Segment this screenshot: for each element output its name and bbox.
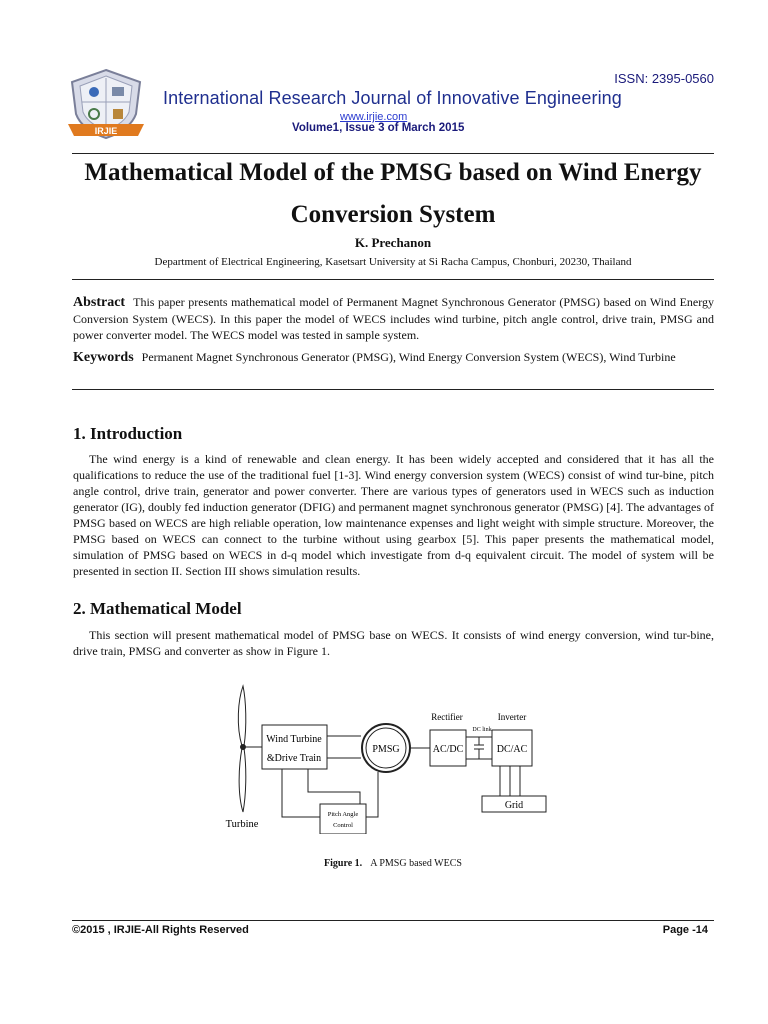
abstract-bottom-rule [72, 389, 714, 390]
affiliation: Department of Electrical Engineering, Kasetsart University at Si Racha Campus, Chonburi, 20230, Thailand [154, 256, 632, 268]
keywords [73, 349, 714, 366]
rectifier-label: Rectifier [431, 712, 463, 722]
figure-caption-label: Figure 1. [324, 858, 363, 869]
introduction-paragraph: The wind energy is a kind of renewable and clean energy. It has been widely accepted and considered that it has all the qualifications to reduce the use of the traditional fuel [1-3]. Wind energy conversion system (WECS) consist of wind tur-bine, pitch angle control, drive train, generator and power converter. There are various types of generators used in WECS such as induction generator (IG), doubly fed induction generator (DFIG) and permanent magnet synchronous generator (PMSG) [4]. The advantages of PMSG based on WECS are high reliable operation, low maintenance expenses and light weight with simple structure. Moreover, the PMSG based on WECS can connect to the turbine without using gearbox [5]. This paper presents the mathematical model, simulation of PMSG based on WECS in d-q model which investigate from d-q equivalent circuit. The model of system will be presented in section II. Section III shows simulation results. [73, 452, 714, 578]
footer-copyright: ©2015 , IRJIE-All Rights Reserved [72, 924, 249, 936]
drive-train-label-1: Wind Turbine [266, 734, 322, 745]
section-heading-mathematical-model: 2. Mathematical Model [73, 599, 242, 618]
pitch-label-2: Control [333, 822, 353, 829]
figure-caption-text: A PMSG based WECS [370, 858, 462, 869]
pitch-angle-control-box [320, 804, 366, 834]
journal-name: International Research Journal of Innovative Engineering [163, 88, 622, 108]
abstract-top-rule [72, 279, 714, 280]
inverter-label: Inverter [497, 712, 527, 722]
paper-title-line-1: Mathematical Model of the PMSG based on Wind Energy [84, 159, 702, 186]
keywords-text: Permanent Magnet Synchronous Generator (PMSG), Wind Energy Conversion System (WECS), Wind Turbine [141, 350, 676, 364]
footer-rule [72, 920, 714, 921]
author: K. Prechanon [354, 235, 432, 250]
issn: ISSN: 2395-0560 [614, 71, 714, 86]
paper-title-line-2: Conversion System [290, 201, 496, 228]
grid-label: Grid [504, 800, 524, 811]
abstract [73, 294, 714, 343]
pmsg-label: PMSG [372, 744, 400, 755]
journal-url-link[interactable]: www.irjie.com [340, 111, 408, 123]
drive-train-label-2: &Drive Train [266, 753, 322, 764]
journal-logo [66, 68, 146, 142]
pitch-label-1: Pitch Angle [327, 811, 359, 818]
turbine-label: Turbine [225, 819, 259, 830]
turbine-hub [240, 744, 246, 750]
keywords-label: Keywords [73, 350, 134, 365]
figure-caption [0, 858, 768, 869]
section-heading-introduction: 1. Introduction [73, 424, 183, 443]
mathematical-model-paragraph: This section will present mathematical model of PMSG base on WECS. It consists of wind energy conversion, wind tur-bine, drive train, PMSG and converter as show in Figure 1. [73, 628, 714, 658]
footer-page-number: Page -14 [662, 924, 708, 936]
dcac-label: DC/AC [496, 744, 528, 755]
volume-issue: Volume1, Issue 3 of March 2015 [292, 122, 465, 134]
logo-text: IRJIE [94, 126, 118, 136]
dclink-label: DC link [472, 727, 492, 733]
abstract-label: Abstract [73, 295, 126, 310]
acdc-label: AC/DC [432, 744, 464, 755]
paper-title [60, 152, 726, 236]
abstract-text: This paper presents mathematical model of Permanent Magnet Synchronous Generator (PMSG) based on Wind Energy Conversion System (WECS). In this paper the model of WECS includes wind turbine, pitch angle control, drive train, PMSG and power converter model. The WECS model was tested in sample system. [73, 295, 714, 342]
wecs-block-diagram [220, 684, 560, 834]
